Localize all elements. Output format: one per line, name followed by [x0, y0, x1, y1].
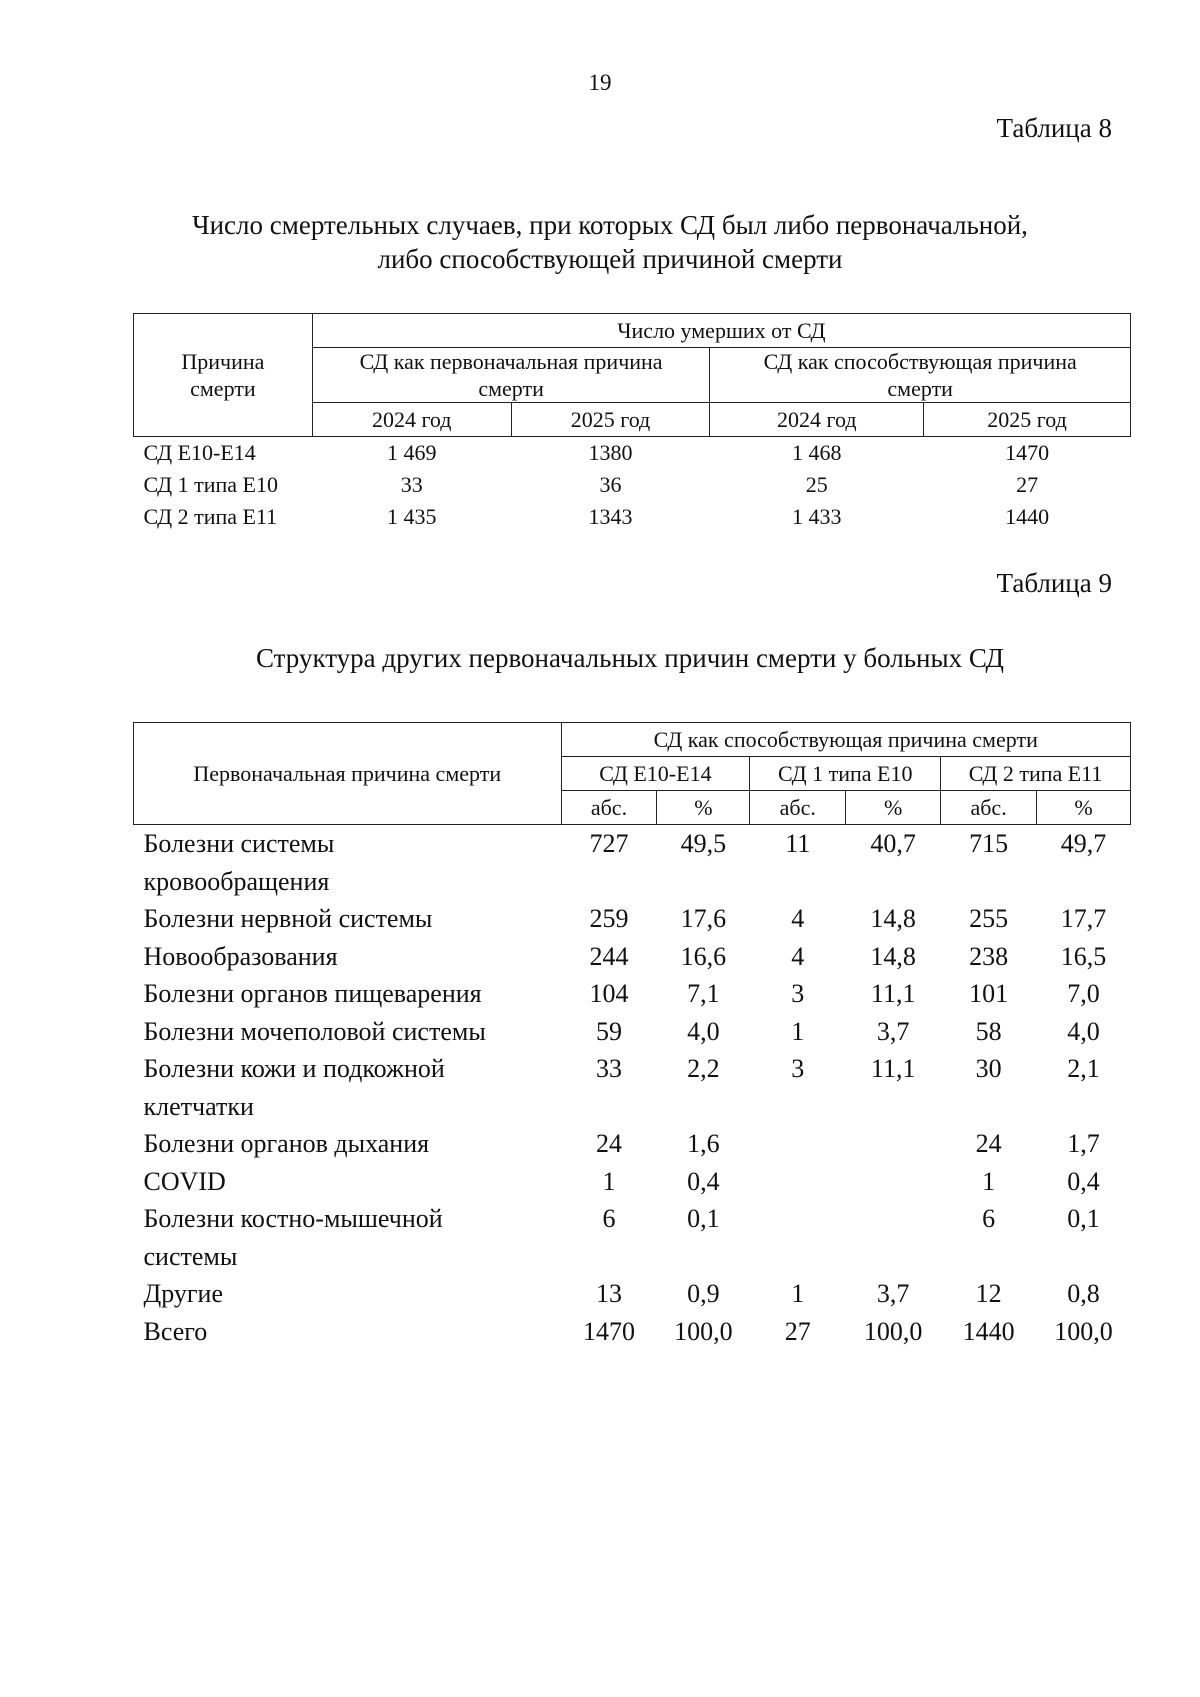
- table9: [133, 722, 1131, 1350]
- table-cell: 255: [969, 904, 1009, 933]
- table-row: [134, 1313, 1131, 1351]
- table9-row-name: Болезни системы кровообращения: [143, 829, 335, 896]
- table-row: [134, 900, 1131, 938]
- table-cell: 13: [595, 1279, 622, 1308]
- table-cell: 0,1: [1067, 1204, 1100, 1233]
- table-cell: 1: [982, 1166, 996, 1196]
- table-cell: 1,7: [1067, 1129, 1100, 1158]
- table-cell: 100,0: [674, 1316, 733, 1346]
- table-cell: 1343: [588, 504, 633, 529]
- table-cell: 1440: [962, 1316, 1015, 1346]
- table-cell: [750, 1125, 846, 1163]
- table8-year-header: 2024 год: [710, 403, 924, 437]
- table9-row-name: Новообразования: [143, 941, 338, 971]
- table-cell: 0,1: [687, 1204, 720, 1233]
- table-cell: 100,0: [863, 1316, 923, 1346]
- table9-row-label-header: Первоначальная причина смерти: [134, 723, 562, 825]
- table9-row-name: Всего: [143, 1316, 208, 1346]
- table9-subgroup-header: СД 1 типа E10: [750, 757, 941, 791]
- table-cell: 59: [595, 1016, 622, 1046]
- table-cell: 12: [975, 1279, 1002, 1308]
- table-cell: 1380: [588, 440, 633, 465]
- table-cell: 49,5: [680, 829, 727, 858]
- table-cell: 1 433: [792, 504, 842, 529]
- table-cell: 727: [589, 829, 629, 858]
- table-cell: 33: [400, 472, 423, 497]
- table9-row-name: Болезни нервной системы: [143, 904, 433, 933]
- page-number: 19: [588, 70, 612, 95]
- table-row: [134, 825, 1131, 901]
- table-cell: 1470: [1005, 440, 1050, 465]
- table-cell: 3: [791, 979, 805, 1008]
- table9-row-name: Болезни кожи и подкожной клетчатки: [143, 1054, 445, 1121]
- table-cell: 1470: [582, 1316, 635, 1346]
- table-cell: 7,1: [687, 979, 720, 1008]
- table-cell: 1 468: [792, 440, 842, 465]
- table9-col-header: абс.: [750, 791, 846, 825]
- table9-row-name: Болезни органов дыхания: [143, 1129, 430, 1158]
- table9-row-name: Болезни костно-мышечной системы: [143, 1204, 443, 1271]
- table-row: [134, 1050, 1131, 1125]
- table-cell: 100,0: [1054, 1316, 1113, 1346]
- table-cell: 2,1: [1067, 1054, 1100, 1083]
- table-cell: 238: [969, 941, 1009, 971]
- table-cell: 14,8: [870, 941, 916, 971]
- table-row: [134, 1200, 1131, 1275]
- table-cell: 4,0: [687, 1016, 720, 1046]
- table-cell: [750, 1200, 846, 1275]
- table-row: [134, 975, 1131, 1013]
- table8-row-name: СД E10-E14: [143, 440, 256, 465]
- table8-subheader-initial: СД как первоначальная причина смерти: [312, 348, 710, 403]
- table-cell: 3: [791, 1054, 805, 1083]
- table-row: [134, 469, 1131, 501]
- table-cell: 1: [791, 1016, 805, 1046]
- table-cell: 104: [589, 979, 629, 1008]
- table8-subheader-contributing: СД как способствующая причина смерти: [710, 348, 1131, 403]
- table-cell: 14,8: [870, 904, 916, 933]
- table-cell: 30: [975, 1054, 1002, 1083]
- table-cell: 6: [982, 1204, 996, 1233]
- table9-subgroup-header: СД 2 типа E11: [941, 757, 1131, 791]
- table-row: [134, 501, 1131, 533]
- table-cell: 11,1: [870, 1054, 916, 1083]
- table-cell: 3,7: [876, 1016, 910, 1046]
- table-cell: 0,4: [1067, 1166, 1100, 1196]
- table-row: [134, 1013, 1131, 1051]
- table-cell: 25: [805, 472, 828, 497]
- table9-col-header: абс.: [941, 791, 1037, 825]
- table9-col-header: %: [846, 791, 941, 825]
- table-cell: 27: [1016, 472, 1039, 497]
- table-cell: 11: [785, 829, 811, 858]
- table-cell: 0,9: [687, 1279, 720, 1308]
- table-cell: 4: [791, 941, 805, 971]
- table8-year-header: 2025 год: [924, 403, 1131, 437]
- table9-group-header: СД как способствующая причина смерти: [561, 723, 1130, 757]
- table-cell: 3,7: [876, 1279, 910, 1308]
- table-row: [134, 1275, 1131, 1313]
- table8-year-header: 2024 год: [312, 403, 511, 437]
- table-cell: 0,8: [1067, 1279, 1100, 1308]
- table9-row-name: Болезни мочеполовой системы: [143, 1016, 486, 1046]
- table-cell: 244: [589, 941, 629, 971]
- table-row: [134, 437, 1131, 470]
- table-cell: 1 435: [386, 504, 437, 529]
- table-cell: 11,1: [870, 979, 916, 1008]
- table-cell: 27: [784, 1316, 811, 1346]
- table8-label: Таблица 8: [996, 113, 1112, 143]
- table8: [133, 313, 1131, 533]
- table9-row-name: Другие: [143, 1279, 224, 1308]
- table-cell: 101: [969, 979, 1009, 1008]
- table-cell: [846, 1200, 941, 1275]
- table8-title-line1: Число смертельных случаев, при которых СД был либо первоначальной,: [192, 210, 1028, 240]
- table-row: [134, 1125, 1131, 1163]
- table-cell: 0,4: [687, 1166, 720, 1196]
- table-cell: 6: [602, 1204, 616, 1233]
- table9-subgroup-header: СД E10-E14: [561, 757, 750, 791]
- table-cell: [846, 1163, 941, 1201]
- table-cell: 16,5: [1060, 941, 1107, 971]
- table8-year-header: 2025 год: [511, 403, 710, 437]
- table9-col-header: абс.: [561, 791, 657, 825]
- table-cell: 1: [602, 1166, 616, 1196]
- table-cell: 40,7: [870, 829, 916, 858]
- table-cell: 715: [969, 829, 1009, 858]
- table9-label: Таблица 9: [996, 568, 1112, 598]
- table-cell: 259: [589, 904, 629, 933]
- table9-row-name: COVID: [143, 1166, 226, 1196]
- table-cell: [750, 1163, 846, 1201]
- table-cell: 1,6: [687, 1129, 720, 1158]
- table-cell: 49,7: [1060, 829, 1107, 858]
- table-cell: 58: [975, 1016, 1002, 1046]
- table9-col-header: %: [657, 791, 750, 825]
- table9-col-header: %: [1037, 791, 1131, 825]
- table8-row-label-header: Причина смерти: [134, 314, 313, 437]
- table-row: [134, 1163, 1131, 1201]
- table-cell: 24: [595, 1129, 622, 1158]
- table9-title: Структура других первоначальных причин смерти у больных СД: [256, 643, 1004, 673]
- table-cell: 16,6: [680, 941, 727, 971]
- table-cell: 36: [599, 472, 622, 497]
- table8-row-name: СД 1 типа E10: [143, 472, 278, 497]
- table-cell: 4: [791, 904, 805, 933]
- table8-title: [0, 208, 1200, 276]
- table-cell: [846, 1125, 941, 1163]
- table-cell: 1440: [1005, 504, 1050, 529]
- table-cell: 2,2: [687, 1054, 720, 1083]
- table-cell: 33: [595, 1054, 622, 1083]
- table-cell: 17,7: [1060, 904, 1107, 933]
- table-cell: 1 469: [386, 440, 437, 465]
- table-cell: 1: [791, 1279, 805, 1308]
- table-cell: 7,0: [1067, 979, 1100, 1008]
- table8-row-name: СД 2 типа E11: [143, 504, 278, 529]
- table9-body: [134, 825, 1131, 1351]
- table-cell: 17,6: [680, 904, 727, 933]
- table-row: [134, 938, 1131, 976]
- table9-row-name: Болезни органов пищеварения: [143, 979, 482, 1008]
- table-cell: 24: [975, 1129, 1002, 1158]
- table8-group-header: Число умерших от СД: [312, 314, 1130, 348]
- table-cell: 4,0: [1067, 1016, 1100, 1046]
- table8-title-line2: либо способствующей причиной смерти: [377, 244, 843, 274]
